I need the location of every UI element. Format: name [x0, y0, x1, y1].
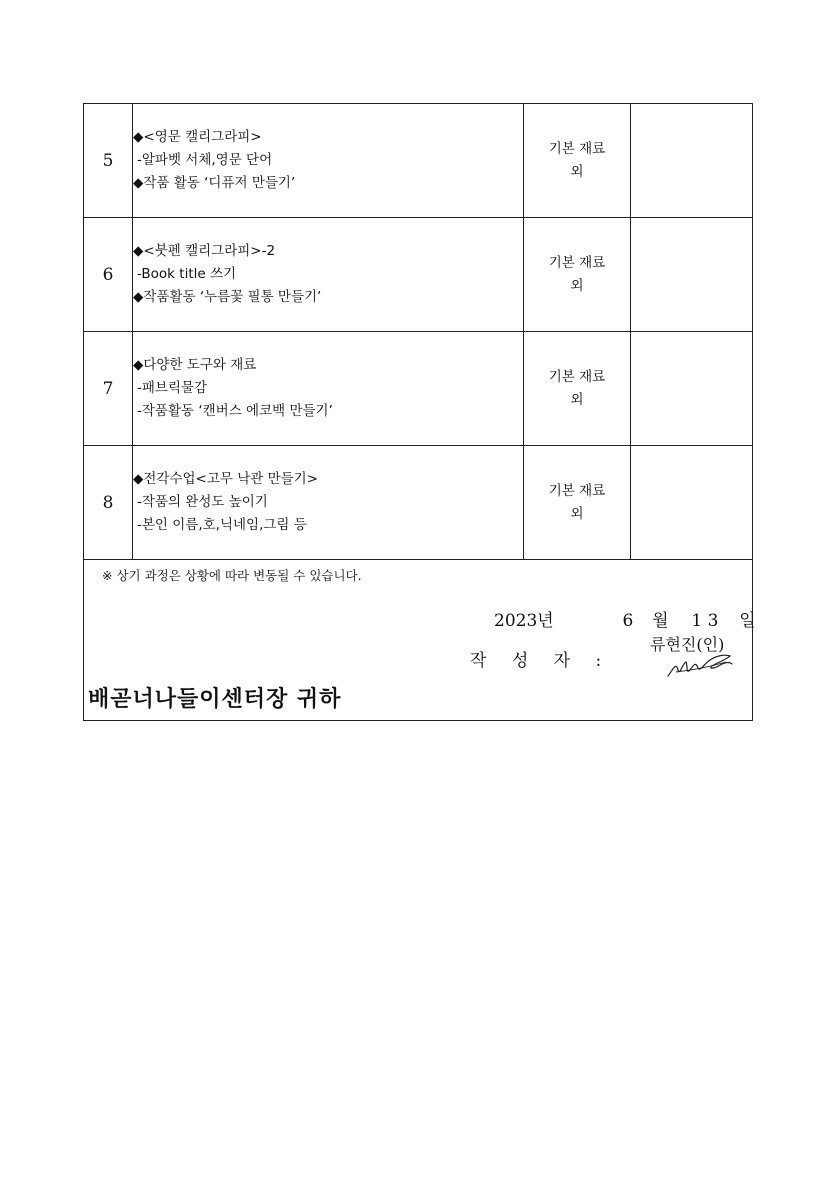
- session-content: [133, 218, 524, 332]
- empty-cell: [631, 446, 753, 560]
- content-line: -알파벳 서체,영문 단어: [137, 152, 273, 168]
- material-line: 외: [570, 505, 584, 522]
- footer-cell: [84, 560, 756, 721]
- author-name: 류현진(인): [650, 635, 725, 654]
- date-month-unit: 월: [652, 611, 669, 631]
- empty-cell: [631, 218, 753, 332]
- session-material: [524, 446, 631, 560]
- content-line: ◆전각수업<고무 낙관 만들기>: [133, 471, 319, 487]
- material-line: 기본 재료: [548, 368, 606, 385]
- table-row: [84, 332, 753, 446]
- date-month: 6: [622, 611, 634, 631]
- session-content: [133, 104, 524, 218]
- material-line: 기본 재료: [548, 140, 606, 157]
- schedule-table: [83, 103, 756, 721]
- document-date: [494, 606, 756, 631]
- date-day: 1 3: [691, 611, 719, 631]
- content-line: ◆<영문 캘리그라피>: [133, 129, 262, 145]
- content-line: -Book title 쓰기: [137, 266, 237, 282]
- content-line: -패브릭물감: [137, 380, 208, 396]
- material-line: 외: [570, 277, 584, 294]
- material-line: 외: [570, 163, 584, 180]
- schedule-change-note: ※ 상기 과정은 상황에 따라 변동될 수 있습니다.: [102, 568, 362, 583]
- session-material: [524, 218, 631, 332]
- session-number: 5: [84, 104, 133, 218]
- session-number: 6: [84, 218, 133, 332]
- session-material: [524, 332, 631, 446]
- footer-row: [84, 560, 753, 721]
- content-line: ◆다양한 도구와 재료: [133, 357, 257, 373]
- signature-icon: [666, 650, 734, 680]
- session-number: 8: [84, 446, 133, 560]
- session-content: [133, 332, 524, 446]
- material-line: 기본 재료: [548, 482, 606, 499]
- content-line: -작품활동 ‘캔버스 에코백 만들기’: [137, 403, 333, 419]
- date-day-unit: 일: [739, 611, 756, 631]
- session-number: 7: [84, 332, 133, 446]
- addressee: 배곧너나들이센터장 귀하: [88, 687, 342, 712]
- table-row: [84, 104, 753, 218]
- content-line: -본인 이름,호,닉네임,그림 등: [137, 517, 307, 533]
- content-line: -작품의 완성도 높이기: [137, 494, 268, 510]
- session-content: [133, 446, 524, 560]
- content-line: ◆작품활동 ‘누름꽃 필통 만들기’: [133, 289, 322, 305]
- material-line: 기본 재료: [548, 254, 606, 271]
- table-row: [84, 446, 753, 560]
- author-label: 작 성 자 :: [470, 651, 612, 671]
- table-row: [84, 218, 753, 332]
- empty-cell: [631, 104, 753, 218]
- empty-cell: [631, 332, 753, 446]
- date-year: 2023년: [494, 611, 554, 631]
- material-line: 외: [570, 391, 584, 408]
- session-material: [524, 104, 631, 218]
- content-line: ◆<붓펜 캘리그라피>-2: [133, 243, 276, 259]
- content-line: ◆작품 활동 ‘디퓨저 만들기’: [133, 175, 296, 191]
